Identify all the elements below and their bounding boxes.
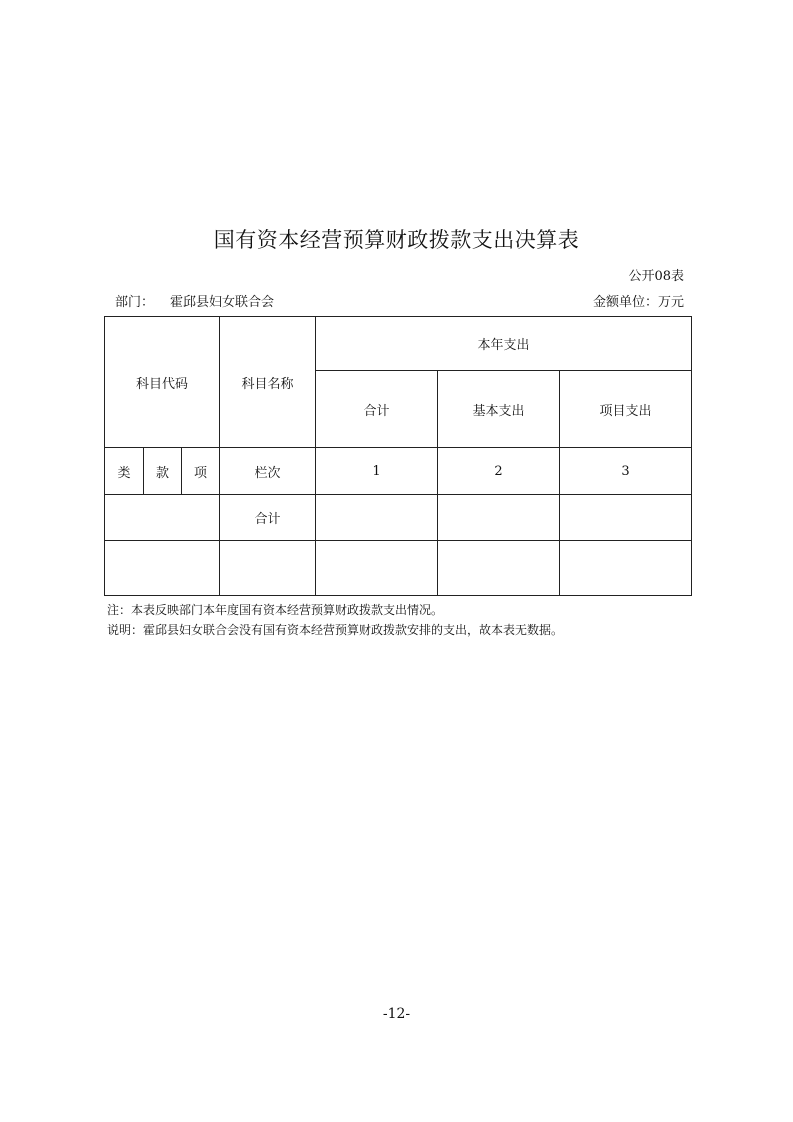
table-row: [105, 541, 692, 596]
column-index-2: 2: [438, 448, 560, 495]
note-line: 注：本表反映部门本年度国有资本经营预算财政拨款支出情况。: [107, 603, 444, 617]
basic-value-cell: [438, 495, 560, 541]
section-cell: 款: [144, 448, 182, 495]
header-current-year: 本年支出: [316, 317, 692, 371]
header-name: 科目名称: [220, 317, 316, 448]
column-index-label: 栏次: [220, 448, 316, 495]
total-row-label: 合计: [220, 495, 316, 541]
department-line: [115, 291, 274, 310]
page-title: 国有资本经营预算财政拨款支出决算表: [213, 228, 580, 252]
page-number: -12-: [382, 1006, 411, 1022]
empty-name-cell: [220, 541, 316, 596]
empty-basic-cell: [438, 541, 560, 596]
total-code-cell: [105, 495, 220, 541]
empty-code-cell: [105, 541, 220, 596]
header-total: 合计: [316, 371, 438, 448]
empty-total-cell: [316, 541, 438, 596]
table-row: [105, 495, 692, 541]
form-code: 公开08表: [628, 269, 684, 284]
department-name: 霍邱县妇女联合会: [170, 295, 275, 310]
header-project: 项目支出: [560, 371, 692, 448]
budget-table: [104, 316, 692, 596]
empty-project-cell: [560, 541, 692, 596]
column-index-1: 1: [316, 448, 438, 495]
notes-block: [107, 600, 563, 640]
column-index-3: 3: [560, 448, 692, 495]
amount-unit: 金额单位：万元: [592, 295, 684, 310]
department-label: 部门：: [115, 295, 155, 310]
item-cell: 项: [182, 448, 220, 495]
class-cell: 类: [105, 448, 144, 495]
explanation-line: 说明：霍邱县妇女联合会没有国有资本经营预算财政拨款安排的支出，故本表无数据。: [107, 623, 564, 637]
project-value-cell: [560, 495, 692, 541]
header-basic: 基本支出: [438, 371, 560, 448]
table-row: [105, 448, 692, 495]
total-value-cell: [316, 495, 438, 541]
header-code: 科目代码: [105, 317, 220, 448]
